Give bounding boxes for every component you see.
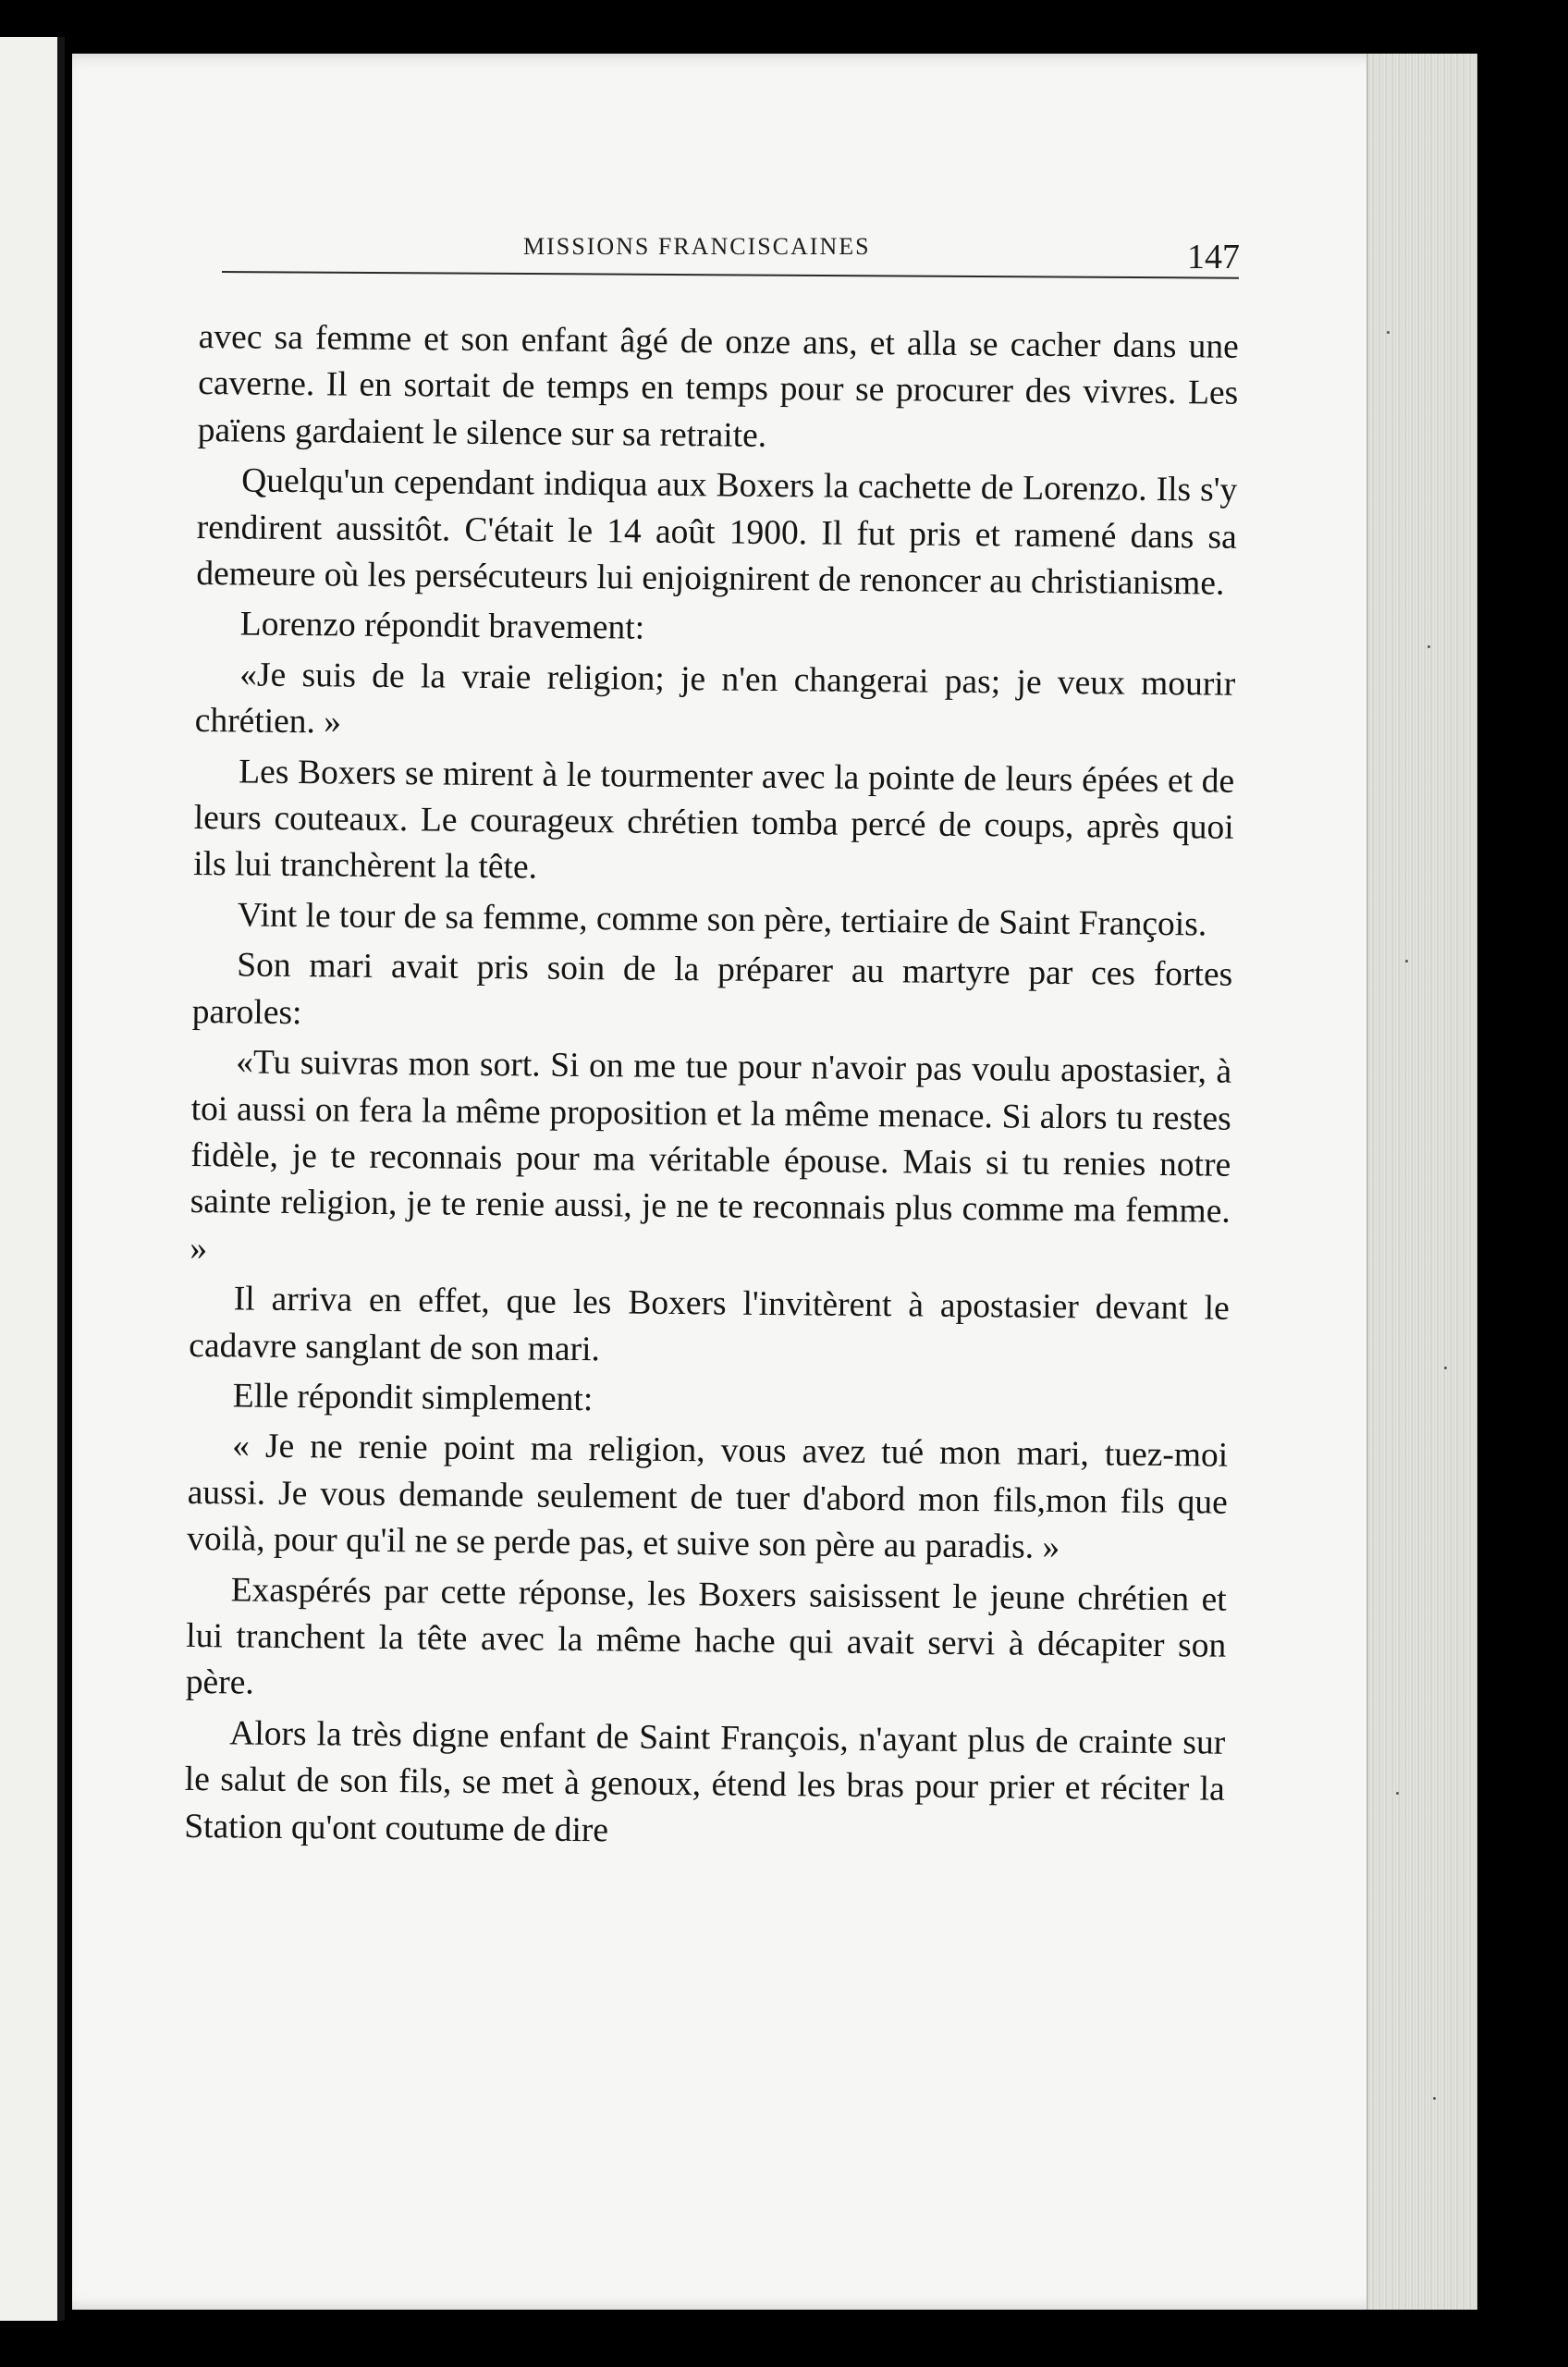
page-stack-edges [1366, 54, 1477, 2310]
page-number: 147 [1187, 238, 1240, 276]
quoted-paragraph: « Je ne renie point ma religion, vous avez tué mon mari, tuez-moi aussi. Je vous demande seulement de tuer d'abord mon fils,mon fils que voilà, pour qu'il ne se perde pas, et suive son père au paradis. » [187, 1427, 1229, 1567]
paragraph: Alors la très digne enfant de Saint François, n'ayant plus de crainte sur le salut de son fils, se met à genoux, étend les bras pour prier et réciter la Station qu'ont coutume de dire [184, 1714, 1226, 1849]
body-text [184, 314, 1239, 1864]
paragraph: Lorenzo répondit bravement: [239, 605, 645, 648]
quoted-paragraph: «Je suis de la vraie religion; je n'en changerai pas; je veux mourir chrétien. » [194, 656, 1236, 742]
paragraph: Elle répondit simplement: [232, 1377, 594, 1419]
paper-speck [1433, 2097, 1436, 2100]
quoted-paragraph: «Tu suivras mon sort. Si on me tue pour n'avoir pas voulu apostasier, à toi aussi on fera la même proposition et la même menace. Si alors tu restes fidèle, je te reconnais pour ma véritable épouse. Mais si tu renies notre sainte religion, je te renie aussi, je ne te reconnais plus comme ma femme. » [190, 1043, 1232, 1268]
paragraph: avec sa femme et son enfant âgé de onze ans, et alla se cacher dans une caverne. Il en sortait de temps en temps pour se procurer des vivres. Les païens gardaient le silence sur sa retraite. [197, 317, 1239, 455]
paper-speck [1396, 1792, 1399, 1795]
paragraph: Exaspérés par cette réponse, les Boxers saisissent le jeune chrétien et lui tranchent la tête avec la même hache qui avait servi à décapiter son père. [185, 1570, 1227, 1703]
paragraph: Son mari avait pris soin de la préparer au martyre par ces fortes paroles: [191, 946, 1233, 1032]
paragraph: Les Boxers se mirent à le tourmenter avec la pointe de leurs épées et de leurs couteaux. Le courageux chrétien tomba percé de coups, après quoi ils lui tranchèrent la tête. [193, 753, 1235, 888]
paragraph: Il arriva en effet, que les Boxers l'invitèrent à apostasier devant le cadavre sanglant de son mari. [189, 1280, 1230, 1368]
previous-page-edge [0, 37, 65, 2321]
paragraph: Vint le tour de sa femme, comme son père, tertiaire de Saint François. [237, 896, 1207, 944]
running-title: MISSIONS FRANCISCAINES [523, 233, 871, 260]
paper-speck [1444, 1367, 1447, 1369]
paper-speck [1427, 645, 1430, 648]
paper-speck [1387, 331, 1390, 334]
paper-speck [1405, 960, 1408, 963]
paragraph: Quelqu'un cependant indiqua aux Boxers la cachette de Lorenzo. Ils s'y rendirent aussitôt. C'était le 14 août 1900. Il fut pris et ramené dans sa demeure où les persécuteurs lui enjoignirent de renoncer au christianisme. [196, 461, 1238, 603]
